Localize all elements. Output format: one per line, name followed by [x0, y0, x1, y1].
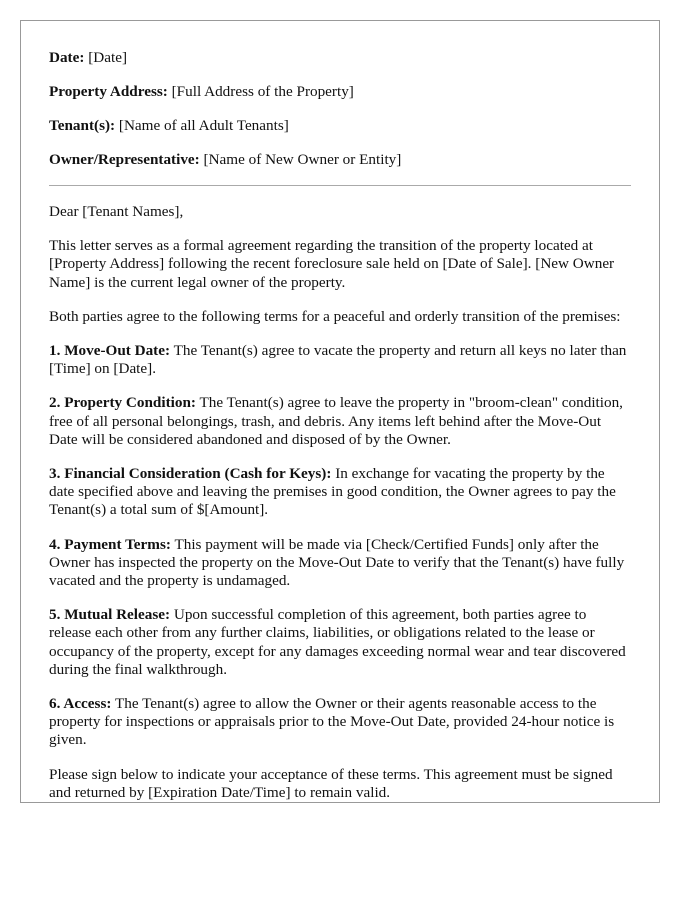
- property-address-value: [Full Address of the Property]: [171, 83, 354, 100]
- term-text: The Tenant(s) agree to allow the Owner or their agents reasonable access to the property for inspections or appraisals prior to the Move-Out Date, provided 24-hour notice is given.: [49, 695, 615, 749]
- closing-paragraph: Please sign below to indicate your acceptance of these terms. This agreement must be signed and returned by [Expiration Date/Time] to remain valid.: [49, 765, 613, 801]
- date-line: [49, 49, 631, 67]
- term-payment-terms: [49, 536, 631, 591]
- letter-page: [20, 20, 660, 803]
- term-heading: 6. Access:: [49, 695, 112, 713]
- term-text: The Tenant(s) agree to leave the property in "broom-clean" condition, free of all personal belongings, trash, and debris. Any items left behind after the Move-Out Date will be considered abandoned and disposed of by the Owner.: [49, 394, 623, 448]
- term-access: [49, 695, 631, 750]
- term-move-out-date: [49, 342, 631, 378]
- letter-body: [21, 21, 659, 802]
- owner-line: [49, 151, 631, 169]
- term-text: Upon successful completion of this agreement, both parties agree to release each other from any further claims, liabilities, or obligations related to the lease or occupancy of the property, except for any damages exceeding normal wear and tear discovered during the final walkthrough.: [49, 606, 626, 678]
- term-text: This payment will be made via [Check/Certified Funds] only after the Owner has inspected the property on the Move-Out Date to verify that the Tenant(s) have fully vacated and the property is undamaged.: [49, 535, 625, 590]
- property-address-label: Property Address:: [49, 83, 168, 100]
- owner-label: Owner/Representative:: [49, 151, 200, 168]
- term-text: In exchange for vacating the property by the date specified above and leaving the premises in good condition, the Owner agrees to pay the Tenant(s) a total sum of $[Amount].: [49, 465, 616, 519]
- term-mutual-release: [49, 606, 631, 679]
- property-address-line: [49, 83, 631, 101]
- term-heading: 4. Payment Terms:: [49, 535, 171, 553]
- lead-in-paragraph: Both parties agree to the following terms for a peaceful and orderly transition of the premises:: [49, 307, 621, 325]
- tenants-label: Tenant(s):: [49, 117, 116, 134]
- header-divider: [49, 185, 631, 186]
- term-heading: 1. Move-Out Date:: [49, 342, 171, 360]
- salutation: Dear [Tenant Names],: [49, 203, 184, 220]
- term-heading: 2. Property Condition:: [49, 394, 196, 412]
- owner-value: [Name of New Owner or Entity]: [203, 151, 402, 168]
- term-heading: 3. Financial Consideration (Cash for Keys):: [49, 465, 332, 483]
- term-heading: 5. Mutual Release:: [49, 606, 171, 624]
- tenants-line: [49, 117, 631, 135]
- intro-paragraph: This letter serves as a formal agreement regarding the transition of the property located at [Property Address] following the recent foreclosure sale held on [Date of Sale]. [New Owner Name] is the current legal owner of the property.: [49, 237, 615, 291]
- term-text: The Tenant(s) agree to vacate the property and return all keys no later than [Time] on [Date].: [49, 342, 627, 378]
- tenants-value: [Name of all Adult Tenants]: [118, 117, 289, 134]
- term-property-condition: [49, 394, 631, 449]
- term-financial-consideration: [49, 465, 631, 520]
- date-value: [Date]: [88, 49, 128, 66]
- date-label: Date:: [49, 49, 85, 66]
